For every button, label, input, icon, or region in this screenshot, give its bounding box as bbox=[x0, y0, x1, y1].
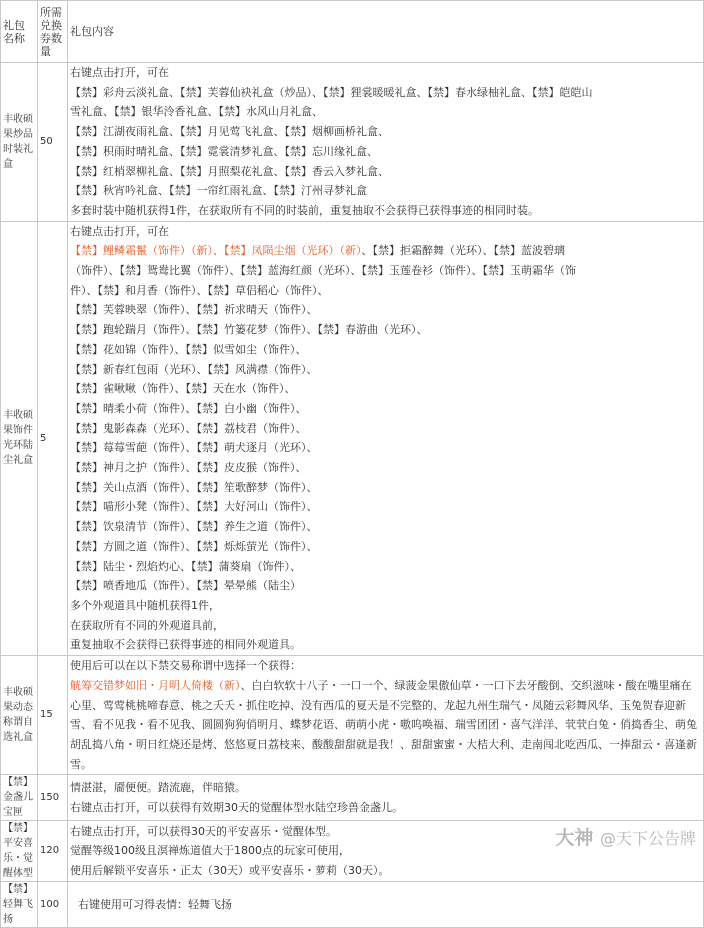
gift-name: 丰收硕果饰件光环陆尘礼盒 bbox=[1, 221, 38, 655]
watermark-account: @天下公告牌 bbox=[599, 829, 696, 848]
content-line: 右键点击打开，可在 bbox=[70, 66, 169, 79]
content-line: 雪礼盒、【禁】银华泠香礼盒、【禁】水风山月礼盒、 bbox=[70, 105, 323, 119]
content-line: 【禁】方圆之道（饰件）、【禁】烁烁萤光（饰件）、 bbox=[70, 539, 318, 553]
content-line: 情湛湛，靥便便。踏流鹿，伴暗猿。 bbox=[70, 781, 246, 795]
gift-row-title bbox=[1, 656, 704, 775]
gift-row-accessory bbox=[1, 221, 704, 655]
content-line: 觉醒等级100级且溟禅炼道值大于1800点的玩家可使用， bbox=[70, 844, 350, 858]
gift-name: 丰收硕果动态称谓自选礼盒 bbox=[1, 656, 38, 775]
gift-row-emote bbox=[1, 882, 704, 928]
gift-content bbox=[68, 63, 704, 222]
content-line: 【禁】秋宵吟礼盒、【禁】一帘红雨礼盒、【禁】汀州寻梦礼盒 bbox=[70, 184, 367, 198]
content-line: 使用后可以在以下禁交易称谓中选择一个获得： bbox=[70, 659, 301, 673]
gift-name: 【禁】金盏儿宝匣 bbox=[1, 775, 38, 821]
content-line: 【禁】跑轮踹月（饰件）、【禁】竹篓花梦（饰件）、【禁】春游曲（光环）、 bbox=[70, 323, 428, 337]
header-name: 礼包名称 bbox=[1, 1, 38, 63]
content-line: 【禁】陆尘・烈焰灼心、【禁】蒲葵扇（饰件）、 bbox=[70, 559, 301, 573]
gift-name: 【禁】轻舞飞扬 bbox=[1, 882, 38, 928]
content-line: 【禁】雀啾啾（饰件）、【禁】天在水（饰件）、 bbox=[70, 382, 296, 396]
gift-name: 【禁】平安喜乐・觉醒体型 bbox=[1, 821, 38, 882]
gift-name: 丰收硕果炒品时装礼盒 bbox=[1, 63, 38, 222]
content-line: 【禁】饮泉清节（饰件）、【禁】养生之道（饰件）、 bbox=[70, 520, 318, 534]
content-line: 【禁】红梢翠柳礼盒、【禁】月照梨花礼盒、【禁】香云入梦礼盒、 bbox=[70, 164, 389, 178]
content-line: 【禁】晴柔小荷（饰件）、【禁】白小幽（饰件）、 bbox=[70, 401, 307, 415]
content-line: 多个外观道具中随机获得1件， bbox=[70, 598, 220, 612]
new-item-highlight: 【禁】鲤鳞霜鬣（饰件）（新）、【禁】凤陨尘烟（光环）（新） bbox=[70, 244, 362, 258]
content-line: 【禁】关山点酒（饰件）、【禁】笙歌醉梦（饰件）、 bbox=[70, 480, 318, 494]
content-line: 【禁】花如锦（饰件）、【禁】似雪如尘（饰件）、 bbox=[70, 342, 307, 356]
content-line: 在获取所有不同的外观道具前， bbox=[70, 618, 224, 632]
content-line: 多套时装中随机获得1件，在获取所有不同的时装前，重复抽取不会获得已获得事迹的相同时装。 bbox=[70, 203, 539, 217]
gift-content bbox=[68, 775, 704, 821]
gift-qty: 120 bbox=[38, 821, 68, 882]
content-line: 右键点击打开，可在 bbox=[70, 224, 169, 238]
header-content: 礼包内容 bbox=[68, 1, 704, 63]
gift-qty: 15 bbox=[38, 656, 68, 775]
content-line: 【禁】芙蓉映翠（饰件）、【禁】祈求晴天（饰件）、 bbox=[70, 303, 318, 317]
gift-qty: 5 bbox=[38, 221, 68, 655]
header-qty: 所需兑换券数量 bbox=[38, 1, 68, 63]
content-line: 右键点击打开，可以获得30天的平安喜乐・觉醒体型。 bbox=[70, 824, 337, 838]
content-text: 、【禁】拒霜醉舞（光环）、【禁】蓝波碧璃 bbox=[361, 244, 565, 258]
content-line: （饰件）、【禁】鸳鸯比翼（饰件）、【禁】蓝海红颜（光环）、【禁】玉莲卷衫（饰件）、【禁】玉萌霜华（饰 bbox=[70, 264, 576, 278]
gift-qty: 150 bbox=[38, 775, 68, 821]
content-line: 件）、【禁】和月香（饰件）、【禁】草侣稻心（饰件）、 bbox=[70, 283, 329, 297]
gift-content bbox=[68, 882, 704, 928]
content-line: 【禁】莓莓雪葩（饰件）、【禁】萌犬逐月（光环）、 bbox=[70, 441, 318, 455]
gift-row-pet bbox=[1, 775, 704, 821]
content-line: 【禁】积雨时晴礼盒、【禁】霓裳清梦礼盒、【禁】忘川缘礼盒、 bbox=[70, 144, 378, 158]
content-line-highlight bbox=[70, 241, 701, 261]
header-row bbox=[1, 1, 704, 63]
content-line: 右键使用可习得表情：轻舞飞扬 bbox=[78, 897, 232, 911]
content-line: 重复抽取不会获得已获得事迹的相同外观道具。 bbox=[70, 638, 301, 652]
content-line: 【禁】新春红包雨（光环）、【禁】风满襟（饰件）、 bbox=[70, 362, 318, 376]
gift-qty: 100 bbox=[38, 882, 68, 928]
title-list bbox=[70, 676, 701, 775]
new-title-highlight: 觥筹交错梦如旧・月明人倚楼（新） bbox=[70, 678, 241, 692]
title-list-text: 、白白软软十八子・一口一个、绿菠金果傲仙草・一口下去牙酸倒、交织滋味・酸在嘴里痛在心里、莺莺桃桃啼春意、桃之夭夭・抓住吃掉、没有西瓜的夏天是不完整的、龙起九州生瑞气・凤随云彩舞风华、玉兔贺春迎新雪、看不见我・看不见我、圆圆狗狗俏明月、蝶梦花语、萌萌小虎・嗷呜唤福、瑞雪团团・喜气洋洋、茕茕白兔・俏捣香尘、萌兔胡乱捣八角・明日红烧还是烤、悠悠夏日荔枝来、酸酸甜甜就是我！、甜甜蜜蜜・大桔大利、走南闯北吃西瓜、一捧甜云・喜逢新雪。 bbox=[70, 678, 697, 771]
content-line: 【禁】鬼影森森（光环）、【禁】荔枝君（饰件）、 bbox=[70, 421, 307, 435]
content-line: 【禁】喷香地瓜（饰件）、【禁】晕晕熊（陆尘） bbox=[70, 579, 301, 593]
content-line: 右键点击打开，可以获得有效期30天的觉醒体型水陆空珍兽金盏儿。 bbox=[70, 800, 403, 814]
content-line: 【禁】喵形小凳（饰件）、【禁】大好河山（饰件）、 bbox=[70, 500, 318, 514]
watermark bbox=[555, 823, 696, 850]
content-line: 【禁】神月之护（饰件）、【禁】皮皮猴（饰件）、 bbox=[70, 461, 307, 475]
gift-row-fashion bbox=[1, 63, 704, 222]
watermark-brand: 大神 bbox=[555, 827, 594, 849]
gift-content bbox=[68, 221, 704, 655]
gift-qty: 50 bbox=[38, 63, 68, 222]
content-line: 【禁】彩舟云淡礼盒、【禁】芙蓉仙袂礼盒（炒品）、【禁】狸裳暖暖礼盒、【禁】春水绿柚礼盒、【禁】皑皑山 bbox=[70, 85, 593, 99]
content-line: 使用后解锁平安喜乐・正太（30天）或平安喜乐・萝莉（30天）。 bbox=[70, 864, 390, 878]
gift-content bbox=[68, 656, 704, 775]
content-line: 【禁】江湖夜雨礼盒、【禁】月见莺飞礼盒、【禁】烟柳画桥礼盒、 bbox=[70, 125, 389, 139]
